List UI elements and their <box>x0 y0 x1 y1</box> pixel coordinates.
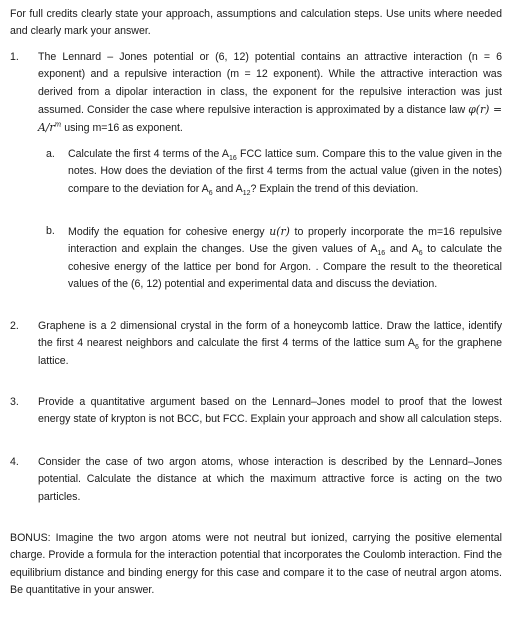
instructions-paragraph: For full credits clearly state your approach, assumptions and calculation steps. Use units where needed and clearly mark your answer. <box>10 8 502 38</box>
question-number: 4. <box>10 455 19 468</box>
question-1b: b. Modify the equation for cohesive energy u(r) to properly incorporate the m=16 repulsive interaction and explain the changes. Use the given values of $A_{16}$ and $A_6$ to calculate the cohesive energy of the lattice per bond for Argon. . Compare the result to the theoretical values of the (6, 12) potential and experimental data and discuss the deviation. <box>46 225 503 291</box>
formula: u(r) <box>269 225 290 239</box>
bonus-paragraph: BONUS: Imagine the two argon atoms were not neutral but ionized, carrying the positive elemental charge. Provide a formula for the interaction potential that incorporates the Coulomb interaction. Find the equilibrium distance and binding energy for this case and compare it to the case of neutral argon atoms. Be quantitative in your answer. <box>10 531 502 597</box>
question-number: 3. <box>10 395 19 408</box>
question-text: The Lennard – Jones potential or (6, 12) potential contains an attractive interaction (n = 6 exponent) and a repulsive interaction (m = 12 exponent). While the attractive interaction was derived from a dipolar interaction in class, the exponent for the repulsive interaction was just assumed. Consider the case where repulsive interaction is approximated by a distance law <box>38 50 502 117</box>
question-1 <box>10 49 502 138</box>
subquestion-label: b. <box>46 225 55 238</box>
question-4 <box>10 454 502 506</box>
question-number: 1. <box>10 50 19 63</box>
question-number: 2. <box>10 319 19 332</box>
question-text: Consider the case of two argon atoms, whose interaction is described by the Lennard–Jones potential. Calculate the distance at which the maximum attractive force is acting on the two particles. <box>38 455 502 503</box>
question-text: Provide a quantitative argument based on the Lennard–Jones model to proof that the lowest energy state of krypton is not BCC, but FCC. Explain your approach and show all calculation steps. <box>38 395 503 426</box>
question-2: 2. Graphene is a 2 dimensional crystal in the form of a honeycomb lattice. Draw the lattice, identify the first 4 nearest neighbors and calculate the first 4 terms of the lattice sum $A_6$ for the graphene lattice. <box>10 319 502 367</box>
question-text-end: using m=16 as exponent. <box>61 122 183 135</box>
formula: $\varphi(r) = A/r^m$ <box>38 103 503 135</box>
question-1a: a. Calculate the first 4 terms of the $A_{16}$ FCC lattice sum. Compare this to the value given in the notes. How does the deviation of the first 4 terms from the actual value (given in the notes) compare to the deviation for $A_6$ and $A_{12}$? Explain the trend of this deviation. <box>46 147 502 197</box>
question-3 <box>10 394 502 429</box>
subquestion-label: a. <box>46 147 55 160</box>
